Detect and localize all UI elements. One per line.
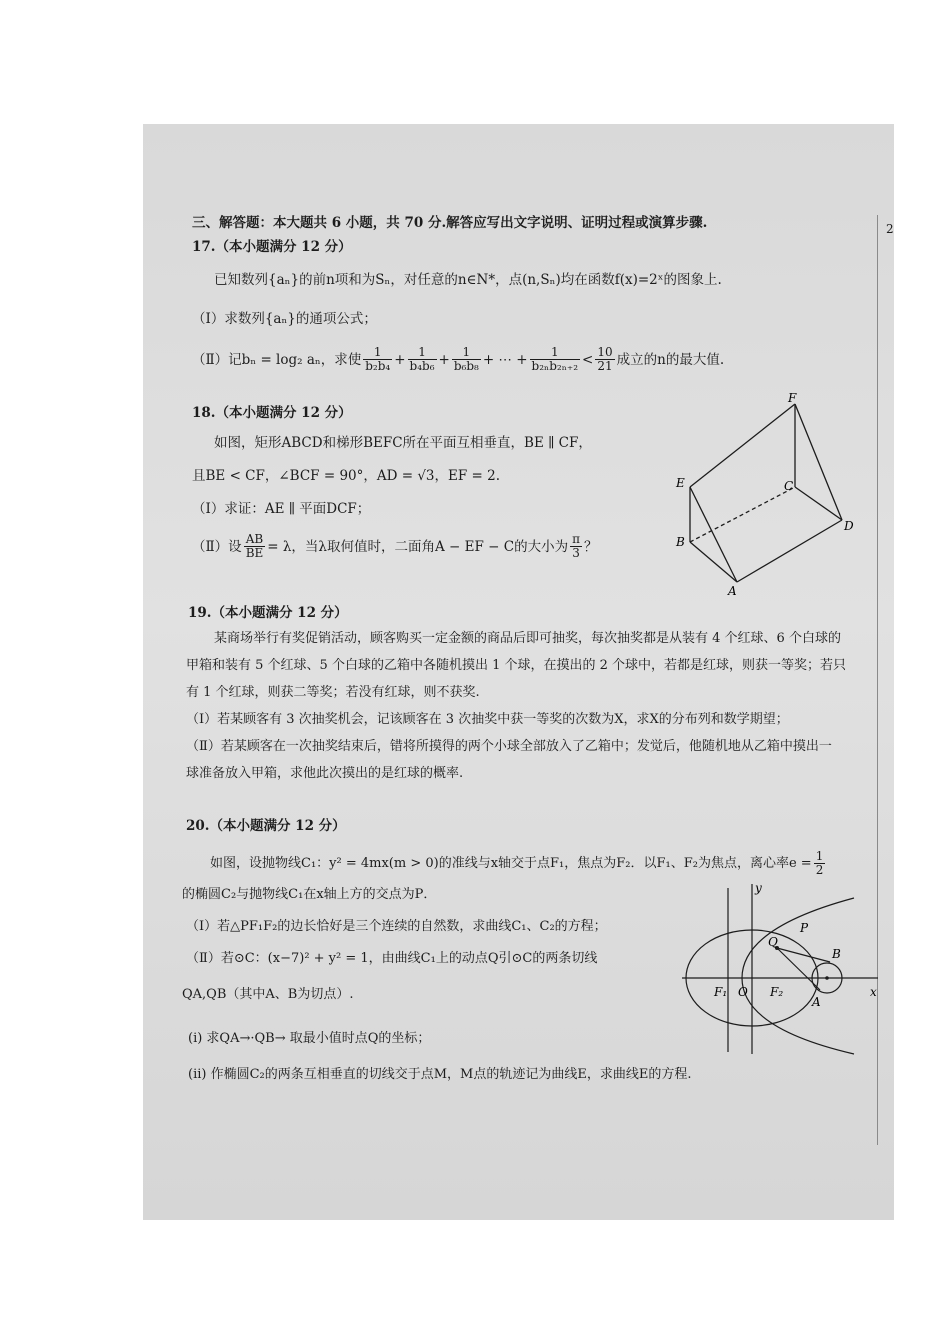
q17-frac-4-den: b₂ₙb₂ₙ₊₂ <box>531 359 579 373</box>
label-C: C <box>784 479 794 493</box>
label-x-axis: x <box>870 985 877 999</box>
label-F1: F₁ <box>714 985 728 999</box>
q17-frac-4 <box>530 346 581 373</box>
q19-title: 19.（本小题满分 12 分） <box>188 605 348 621</box>
plus-sign: + <box>438 351 450 368</box>
less-than-sign: < <box>582 351 594 368</box>
q17-frac-1 <box>363 346 392 373</box>
q19-line4: （Ⅰ）若某顾客有 3 次抽奖机会，记该顾客在 3 次抽奖中获一等奖的次数为X，求X的分布列和数学期望； <box>186 712 789 727</box>
q20-eccentricity <box>814 850 826 877</box>
ellipsis-sign: + ⋯ + <box>482 351 528 368</box>
q20-conic-figure <box>682 878 882 1056</box>
q17-part2 <box>192 346 724 373</box>
q17-frac-1-den: b₂b₄ <box>365 359 391 373</box>
label-B: B <box>676 535 685 549</box>
label-Q: Q <box>768 935 778 949</box>
q19-line2: 甲箱和装有 5 个红球、5 个白球的乙箱中各随机摸出 1 个球，在摸出的 2 个球中，若都是红球，则获一等奖；若只 <box>186 658 847 673</box>
q17-frac-2-num: 1 <box>408 346 437 360</box>
q18-part2 <box>192 533 597 560</box>
q18-angle-num: π <box>572 532 580 546</box>
q20-line5: QA,QB（其中A、B为切点）. <box>182 987 354 1002</box>
q17-stem: 已知数列{aₙ}的前n项和为Sₙ，对任意的n∈N*，点(n,Sₙ)均在函数f(x)=2ˣ的图象上. <box>214 272 722 288</box>
q18-part2-text-c: ？ <box>583 538 598 555</box>
label-F: F <box>788 392 797 405</box>
q20-line4: （Ⅱ）若⊙C：(x−7)² + y² = 1，由曲线C₁上的动点Q引⊙C的两条切线 <box>186 951 598 966</box>
label-P: P <box>800 921 809 935</box>
q18-angle <box>570 533 582 560</box>
q20-ecc-num: 1 <box>815 849 824 863</box>
q17-frac-1-num: 1 <box>363 346 392 360</box>
q17-frac-3-den: b₆b₈ <box>453 359 479 373</box>
q20-line7: (ii) 作椭圆C₂的两条互相垂直的切线交于点M，M点的轨迹记为曲线E，求曲线E的方程. <box>188 1067 692 1082</box>
q20-line1-text: 如图，设抛物线C₁：y² = 4mx(m > 0)的准线与x轴交于点F₁，焦点为F₂．以F₁、F₂为焦点，离心率e = <box>210 855 812 871</box>
q18-ratio <box>244 533 266 560</box>
q17-part2-text-a: （Ⅱ）记bₙ = log₂ aₙ，求使 <box>192 351 362 368</box>
q19-line6: 球准备放入甲箱，求他此次摸出的是红球的概率. <box>186 766 464 781</box>
q20-line2: 的椭圆C₂与抛物线C₁在x轴上方的交点为P． <box>182 887 437 902</box>
q17-part2-text-b: 成立的n的最大值. <box>616 351 725 368</box>
q19-line1: 某商场举行有奖促销活动，顾客购买一定金额的商品后即可抽奖，每次抽奖都是从装有 4 个红球、6 个白球的 <box>214 631 841 646</box>
q18-line1: 如图，矩形ABCD和梯形BEFC所在平面互相垂直，BE ∥ CF， <box>214 435 592 451</box>
label-B: B <box>832 947 841 961</box>
page-edge-mark: 2 <box>886 222 894 236</box>
q17-part1: （Ⅰ）求数列{aₙ}的通项公式； <box>192 311 377 327</box>
q17-frac-3 <box>452 346 481 373</box>
q18-ratio-den: BE <box>245 546 264 560</box>
q17-bound <box>595 346 614 373</box>
label-F2: F₂ <box>770 985 784 999</box>
q17-frac-2-den: b₄b₆ <box>409 359 435 373</box>
label-A: A <box>812 995 821 1009</box>
q19-line3: 有 1 个红球，则获二等奖；若没有红球，则不获奖. <box>186 685 480 700</box>
q17-frac-4-num: 1 <box>530 346 581 360</box>
q18-solid-figure <box>670 392 860 602</box>
q20-line6: (i) 求QA→·QB→ 取最小值时点Q的坐标； <box>188 1031 431 1046</box>
q17-frac-3-num: 1 <box>452 346 481 360</box>
label-E: E <box>676 476 685 490</box>
q18-part2-text-b: = λ，当λ取何值时，二面角A − EF − C的大小为 <box>267 538 569 555</box>
q20-title: 20.（本小题满分 12 分） <box>186 818 346 834</box>
q17-bound-den: 21 <box>597 359 613 373</box>
q17-frac-2 <box>408 346 437 373</box>
q20-line3: （Ⅰ）若△PF₁F₂的边长恰好是三个连续的自然数，求曲线C₁、C₂的方程； <box>186 919 607 934</box>
q18-part2-text-a: （Ⅱ）设 <box>192 538 242 555</box>
label-y-axis: y <box>755 881 762 895</box>
q17-bound-num: 10 <box>597 345 613 359</box>
q18-line2: 且BE < CF，∠BCF = 90°，AD = √3，EF = 2. <box>192 468 501 484</box>
label-D: D <box>844 519 854 533</box>
q18-angle-den: 3 <box>572 546 580 560</box>
q20-line1 <box>210 850 827 877</box>
q18-part1: （Ⅰ）求证：AE ∥ 平面DCF； <box>192 501 371 517</box>
section-heading: 三、解答题：本大题共 6 小题，共 70 分.解答应写出文字说明、证明过程或演算步骤. <box>192 215 708 231</box>
q18-ratio-num: AB <box>244 533 266 547</box>
label-A: A <box>728 584 737 598</box>
plus-sign: + <box>394 351 406 368</box>
q19-line5: （Ⅱ）若某顾客在一次抽奖结束后，错将所摸得的两个小球全部放入了乙箱中；发觉后，他随机地从乙箱中摸出一 <box>186 739 832 754</box>
label-O: O <box>738 985 748 999</box>
q18-title: 18.（本小题满分 12 分） <box>192 405 352 421</box>
q20-ecc-den: 2 <box>815 863 824 877</box>
q17-title: 17.（本小题满分 12 分） <box>192 239 352 255</box>
